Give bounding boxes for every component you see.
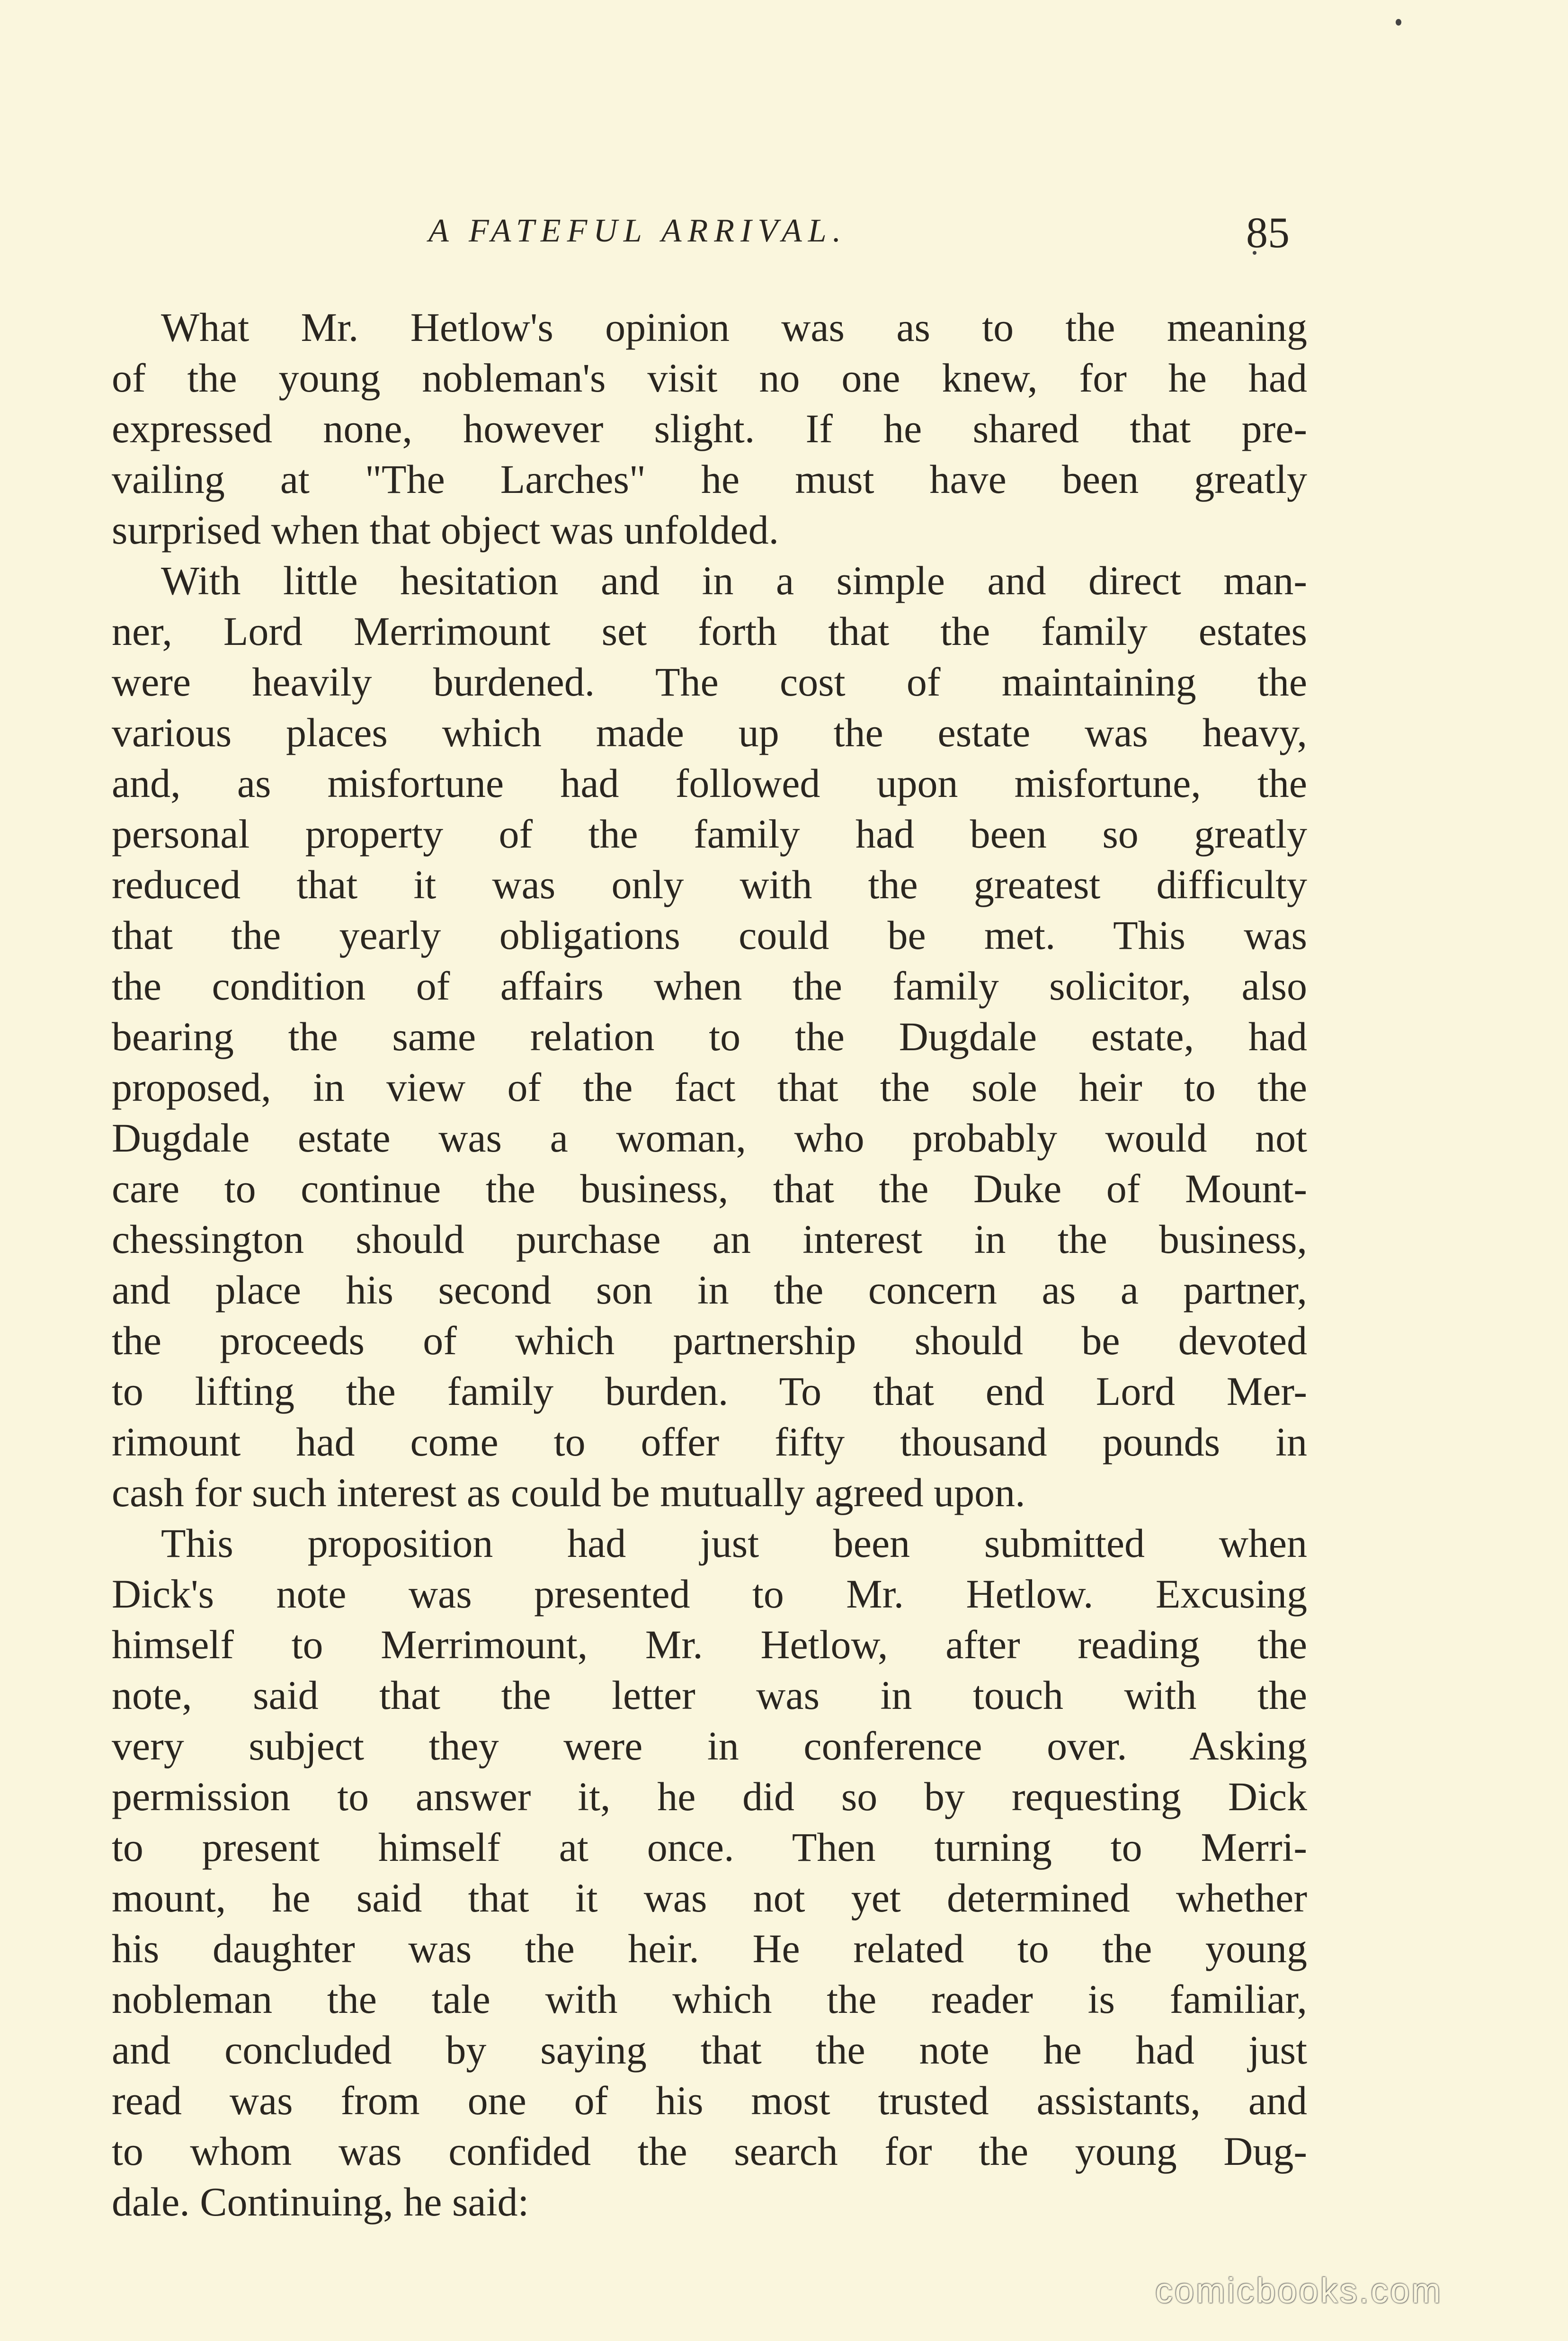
text-line: bearing the same relation to the Dugdale estate, had	[112, 1014, 1307, 1059]
text-line: various places which made up the estate was heavy,	[112, 710, 1307, 755]
text-line: dale. Continuing, he said:	[112, 2179, 529, 2225]
running-head: A FATEFUL ARRIVAL.	[428, 213, 847, 249]
text-line: ner, Lord Merrimount set forth that the family estates	[112, 608, 1307, 654]
body-text	[112, 302, 1307, 2227]
text-line: himself to Merrimount, Mr. Hetlow, after reading the	[112, 1622, 1307, 1667]
text-line: his daughter was the heir. He related to the young	[112, 1926, 1307, 1971]
text-line: very subject they were in conference over. Asking	[112, 1723, 1307, 1769]
text-line: mount, he said that it was not yet determined whether	[112, 1875, 1307, 1921]
text-line: What Mr. Hetlow's opinion was as to the meaning	[161, 304, 1307, 350]
text-line: that the yearly obligations could be met. This was	[112, 912, 1307, 958]
text-line: care to continue the business, that the Duke of Mount-	[112, 1166, 1307, 1211]
text-line: were heavily burdened. The cost of maintaining the	[112, 659, 1307, 705]
text-line: and concluded by saying that the note he had just	[112, 2027, 1307, 2073]
text-line: rimount had come to offer fifty thousand pounds in	[112, 1419, 1307, 1465]
text-line: the proceeds of which partnership should be devoted	[112, 1318, 1307, 1363]
text-line: the condition of affairs when the family solicitor, also	[112, 963, 1307, 1009]
text-line: vailing at "The Larches" he must have been greatly	[112, 456, 1307, 502]
page-header	[0, 208, 1568, 264]
text-line: reduced that it was only with the greatest difficulty	[112, 862, 1307, 907]
text-line: to present himself at once. Then turning to Merri-	[112, 1824, 1307, 1870]
text-line: nobleman the tale with which the reader is familiar,	[112, 1976, 1307, 2022]
text-line: surprised when that object was unfolded.	[112, 507, 779, 553]
text-line: This proposition had just been submitted when	[161, 1520, 1307, 1566]
text-line: note, said that the letter was in touch with the	[112, 1672, 1307, 1718]
text-line: Dick's note was presented to Mr. Hetlow. Excusing	[112, 1571, 1307, 1617]
text-line: permission to answer it, he did so by requesting Dick	[112, 1774, 1307, 1819]
text-line: of the young nobleman's visit no one knew, for he had	[112, 355, 1307, 401]
text-line: Dugdale estate was a woman, who probably would not	[112, 1115, 1307, 1161]
text-line: With little hesitation and in a simple and direct man-	[161, 558, 1307, 603]
text-line: and place his second son in the concern as a partner,	[112, 1267, 1307, 1313]
watermark: comicbooks.com	[1155, 2271, 1443, 2310]
text-line: and, as misfortune had followed upon misfortune, the	[112, 760, 1307, 806]
text-line: to lifting the family burden. To that end Lord Mer-	[112, 1368, 1307, 1414]
ink-speck	[1396, 19, 1401, 26]
text-line: chessington should purchase an interest in the business,	[112, 1216, 1307, 1262]
page-number: 85	[1246, 208, 1290, 257]
text-line: read was from one of his most trusted assistants, and	[112, 2078, 1307, 2123]
text-line: to whom was confided the search for the young Dug-	[112, 2128, 1307, 2174]
text-line: personal property of the family had been so greatly	[112, 811, 1307, 857]
text-line: proposed, in view of the fact that the sole heir to the	[112, 1064, 1307, 1110]
text-line: expressed none, however slight. If he shared that pre-	[112, 406, 1307, 451]
text-line: cash for such interest as could be mutually agreed upon.	[112, 1470, 1025, 1515]
